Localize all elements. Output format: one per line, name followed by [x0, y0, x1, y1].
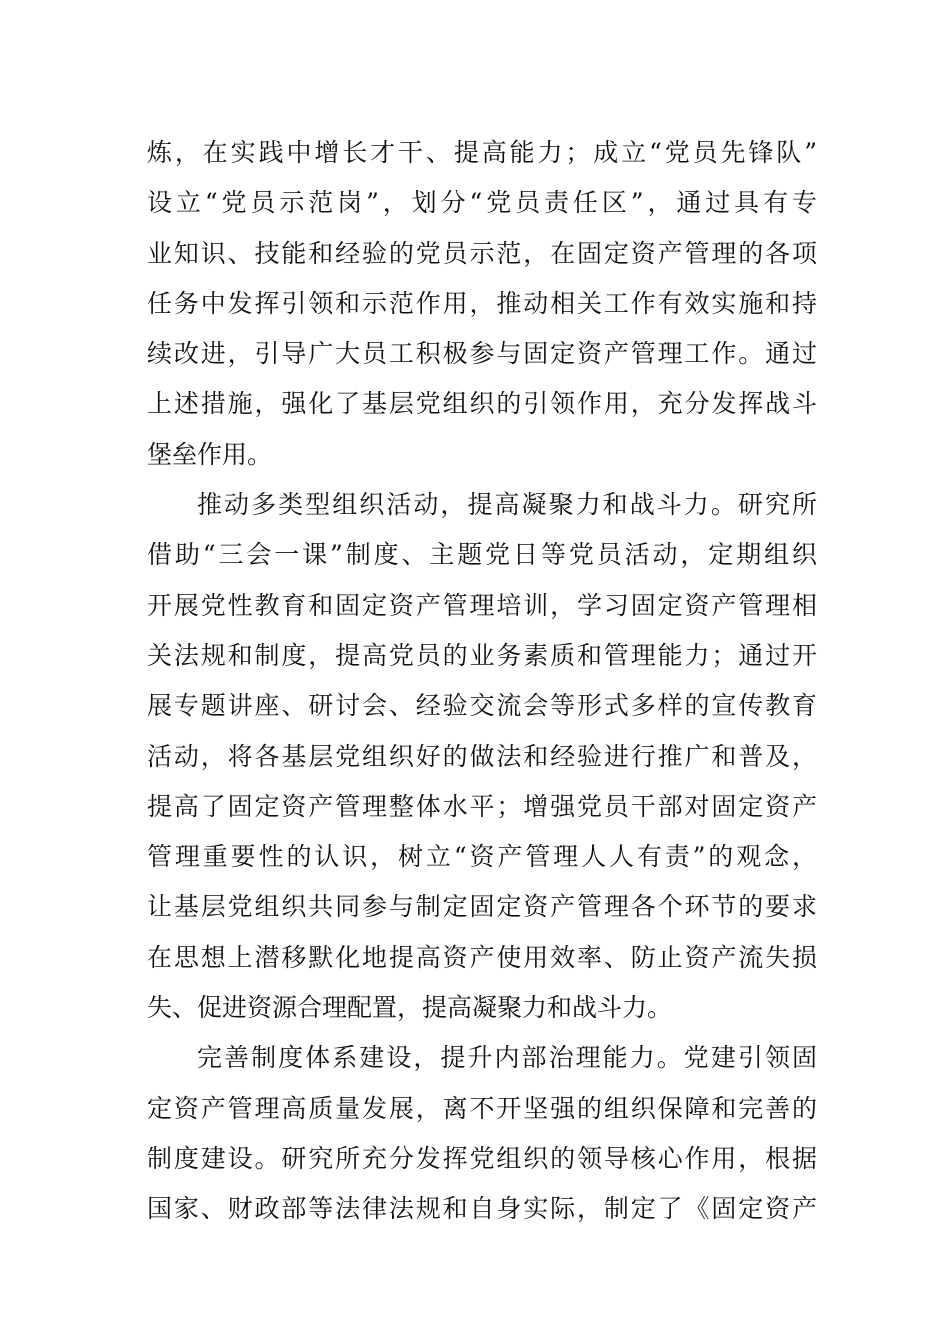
paragraph-2-line-5: 展专题讲座、研讨会、经验交流会等形式多样的宣传教育 — [147, 691, 817, 721]
paragraph-3-line-4: 国家、财政部等法律法规和自身实际，制定了《固定资产 — [147, 1194, 817, 1224]
paragraph-3-line-3: 制度建设。研究所充分发挥党组织的领导核心作用，根据 — [147, 1143, 817, 1173]
paragraph-2-line-4: 关法规和制度，提高党员的业务素质和管理能力；通过开 — [147, 640, 817, 670]
paragraph-2-line-11: 失、促进资源合理配置，提高凝聚力和战斗力。 — [147, 993, 673, 1023]
paragraph-3-line-2: 定资产管理高质量发展，离不开坚强的组织保障和完善的 — [147, 1093, 817, 1123]
paragraph-2-line-7: 提高了固定资产管理整体水平；增强党员干部对固定资产 — [147, 791, 817, 821]
paragraph-2-line-1: 推动多类型组织活动，提高凝聚力和战斗力。研究所 — [197, 490, 817, 520]
paragraph-1-line-6: 上述措施，强化了基层党组织的引领作用，充分发挥战斗 — [147, 389, 817, 419]
paragraph-1-line-3: 业知识、技能和经验的党员示范，在固定资产管理的各项 — [147, 238, 817, 268]
paragraph-1-line-7: 堡垒作用。 — [147, 439, 273, 469]
paragraph-2-line-6: 活动，将各基层党组织好的做法和经验进行推广和普及， — [147, 741, 817, 771]
paragraph-1-line-2: 设立“党员示范岗”，划分“党员责任区”，通过具有专 — [147, 188, 817, 218]
paragraph-1-line-4: 任务中发挥引领和示范作用，推动相关工作有效实施和持 — [147, 288, 817, 318]
paragraph-2-line-2: 借助“三会一课”制度、主题党日等党员活动，定期组织 — [147, 540, 817, 570]
paragraph-1-line-5: 续改进，引导广大员工积极参与固定资产管理工作。通过 — [147, 339, 817, 369]
paragraph-2-line-9: 让基层党组织共同参与制定固定资产管理各个环节的要求 — [147, 892, 817, 922]
paragraph-2-line-3: 开展党性教育和固定资产管理培训，学习固定资产管理相 — [147, 590, 817, 620]
paragraph-2-line-10: 在思想上潜移默化地提高资产使用效率、防止资产流失损 — [147, 942, 817, 972]
paragraph-2-line-8: 管理重要性的认识，树立“资产管理人人有责”的观念， — [147, 842, 817, 872]
paragraph-1-line-1: 炼，在实践中增长才干、提高能力；成立“党员先锋队” — [147, 138, 817, 167]
paragraph-3-line-1: 完善制度体系建设，提升内部治理能力。党建引领固 — [197, 1043, 817, 1073]
document-body — [147, 128, 817, 1235]
